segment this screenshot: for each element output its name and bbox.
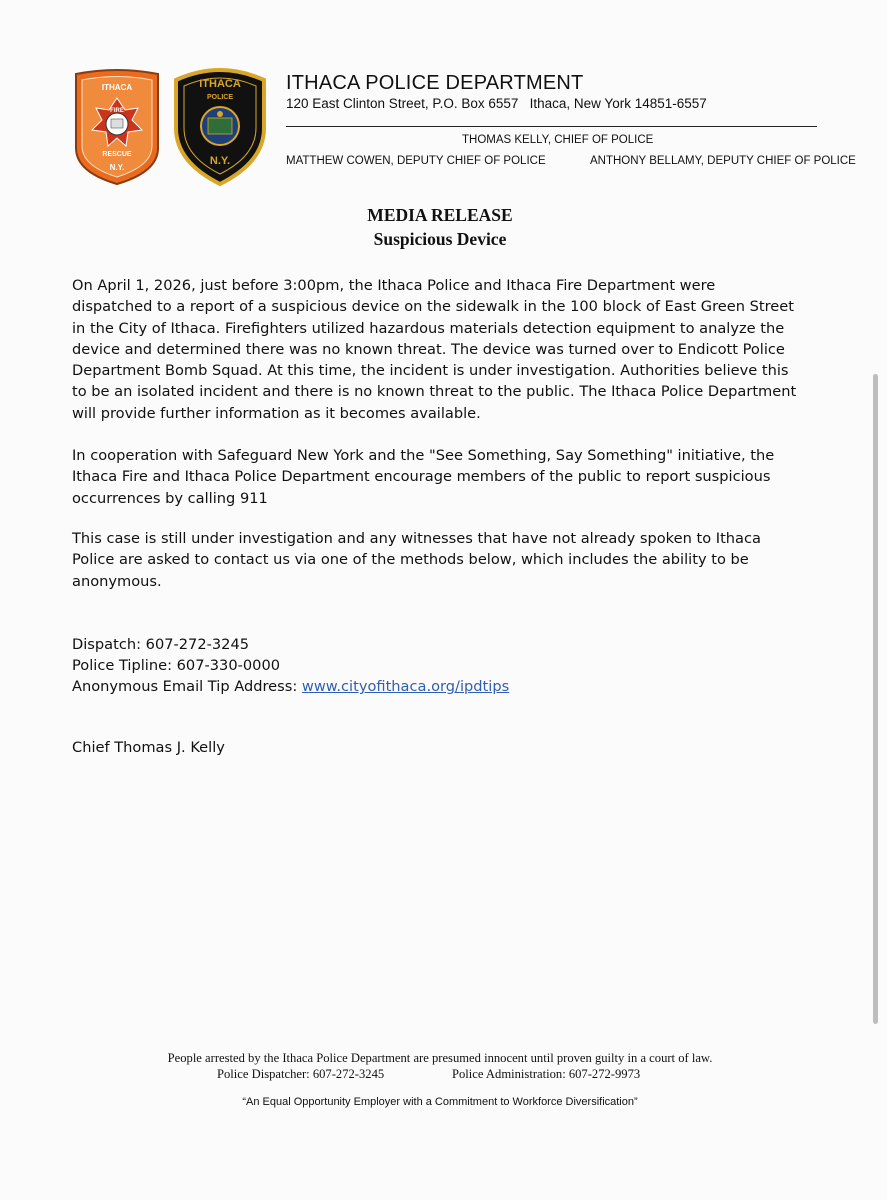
paragraph-line: device and determined there was no known threat. The device was turned over to Endicott Police — [72, 340, 785, 358]
tipline-contact: Police Tipline: 607-330-0000 — [72, 657, 281, 674]
fire-badge-top-text: ITHACA — [101, 83, 133, 92]
release-subheading: Suspicious Device — [373, 229, 507, 249]
paragraph-line: This case is still under investigation and any witnesses that have not already spoken to Ithaca — [72, 530, 761, 547]
department-address: 120 East Clinton Street, P.O. Box 6557 Ithaca, New York 14851-6557 — [286, 96, 707, 111]
fire-rescue-badge-icon — [70, 68, 164, 186]
footer-dispatcher-phone: Police Dispatcher: 607-272-3245 — [217, 1067, 385, 1081]
cooperation-paragraph — [72, 445, 832, 509]
investigation-paragraph — [72, 528, 832, 592]
paragraph-line: to be an isolated incident and there is no known threat to the public. The Ithaca Police Department — [72, 383, 797, 401]
equal-opportunity-statement: “An Equal Opportunity Employer with a Commitment to Workforce Diversification” — [242, 1096, 638, 1108]
deputy-chief-right: ANTHONY BELLAMY, DEPUTY CHIEF OF POLICE — [590, 155, 856, 167]
paragraph-line: In cooperation with Safeguard New York and the "See Something, Say Something" initiative, the — [72, 447, 775, 464]
paragraph-line: Department Bomb Squad. At this time, the incident is under investigation. Authorities believe this — [72, 362, 789, 380]
email-tip-link[interactable]: www.cityofithaca.org/ipdtips — [301, 678, 510, 695]
deputy-chief-left: MATTHEW COWEN, DEPUTY CHIEF OF POLICE — [286, 155, 546, 167]
chief-of-police: THOMAS KELLY, CHIEF OF POLICE — [462, 134, 654, 146]
paragraph-line: in the City of Ithaca. Firefighters utilized hazardous materials detection equipment to analyze the — [72, 319, 785, 337]
department-name: ITHACA POLICE DEPARTMENT — [286, 72, 584, 94]
signature: Chief Thomas J. Kelly — [72, 739, 225, 756]
paragraph-line: Ithaca Fire and Ithaca Police Department encourage members of the public to report suspicious — [72, 468, 771, 486]
police-badge-icon — [168, 66, 272, 186]
paragraph-line: dispatched to a report of a suspicious device on the sidewalk in the 100 block of East Green Street — [72, 298, 794, 316]
email-tip-contact — [72, 676, 509, 697]
paragraph-line: anonymous. — [72, 572, 162, 590]
police-badge-middle-text: POLICE — [206, 94, 234, 101]
police-badge-state-text: N.Y. — [209, 155, 231, 167]
email-tip-label: Anonymous Email Tip Address: — [72, 678, 302, 695]
paragraph-line: will provide further information as it becomes available. — [72, 404, 481, 422]
fire-badge-bottom-text: RESCUE — [102, 151, 132, 158]
paragraph-line: Police are asked to contact us via one of the methods below, which includes the ability to be — [72, 551, 749, 569]
release-heading: MEDIA RELEASE — [367, 205, 513, 225]
fire-badge-state-text: N.Y. — [109, 163, 125, 172]
incident-paragraph — [72, 275, 832, 424]
fire-badge-middle-text: FIRE — [110, 108, 124, 114]
dispatch-contact: Dispatch: 607-272-3245 — [72, 636, 250, 653]
police-badge-top-text: ITHACA — [199, 78, 241, 90]
presumption-notice: People arrested by the Ithaca Police Department are presumed innocent until proven guilty in a court of law. — [167, 1051, 713, 1065]
paragraph-line: occurrences by calling 911 — [72, 489, 268, 507]
vertical-scrollbar[interactable] — [873, 374, 878, 1024]
footer-administration-phone: Police Administration: 607-272-9973 — [452, 1067, 641, 1081]
letterhead-divider — [286, 126, 817, 127]
paragraph-line: On April 1, 2026, just before 3:00pm, the Ithaca Police and Ithaca Fire Department were — [72, 277, 716, 294]
